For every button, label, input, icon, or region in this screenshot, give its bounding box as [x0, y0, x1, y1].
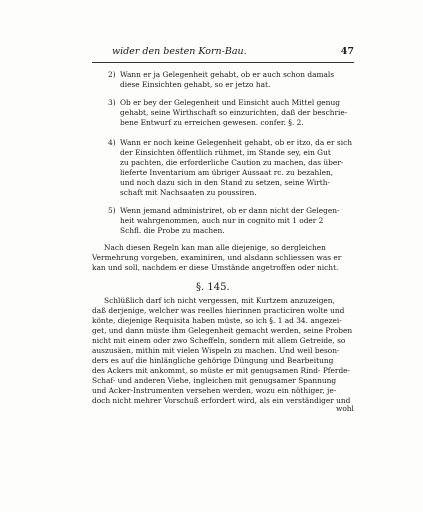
- item-line: der Einsichten öffentlich rühmet, im Stande sey, ein Gut: [120, 148, 331, 157]
- paragraph-line: Nach diesen Regeln kan man alle diejenige, so dergleichen: [104, 243, 326, 252]
- item-line: Wenn jemand administriret, ob er dann nicht der Gelegen-: [120, 206, 340, 215]
- paragraph-line: daß derjenige, welcher was reelles hierinnen practiciren wolte und: [92, 306, 345, 315]
- paragraph-line: des Ackers mit ankommt, so müste er mit genugsamen Rind- Pferde-: [92, 366, 351, 375]
- item-line: heit wahrgenommen, auch nur in cognito mit 1 oder 2: [120, 216, 324, 225]
- paragraph-line: nicht mit einem oder zwo Scheffeln, sondern mit allem Getreide, so: [92, 336, 346, 345]
- item-number: 4): [108, 138, 116, 147]
- item-line: und noch dazu sich in den Stand zu setzen, seine Wirth-: [120, 178, 331, 187]
- item-line: schaft mit Nachsaaten zu poussiren.: [120, 188, 257, 197]
- item-line: Ob er bey der Gelegenheit und Einsicht auch Mittel genug: [120, 98, 340, 107]
- item-line: lieferte Inventarium am übriger Aussaat rc. zu bezahlen,: [120, 168, 334, 177]
- page-number: 47: [340, 46, 354, 57]
- item-line: diese Einsichten gehabt, so er jetzo hat.: [120, 80, 271, 89]
- item-number: 3): [108, 98, 116, 107]
- item-number: 5): [108, 206, 116, 215]
- paragraph-line: auszusäen, mithin mit vielen Wispeln zu machen. Und weil beson-: [92, 346, 340, 355]
- paragraph-line: Schaf- und anderen Viehe, ingleichen mit genugsamer Spannung: [92, 376, 337, 385]
- item-line: zu pachten, die erforderliche Caution zu machen, das über-: [120, 158, 344, 167]
- running-title: wider den besten Korn-Bau.: [112, 46, 247, 57]
- paragraph-line: get, und dann müste ihm Gelegenheit gemacht werden, seine Proben: [92, 326, 353, 335]
- paragraph-line: doch nicht mehrer Vorschuß erfordert wird, als ein verständiger und: [92, 396, 351, 405]
- item-line: bene Entwurf zu erreichen gewesen. confer. §. 2.: [120, 118, 304, 127]
- paragraph-line: kan und soll, nachdem er diese Umstände angetroffen oder nicht.: [92, 263, 339, 272]
- section-heading: §. 145.: [196, 282, 230, 293]
- paragraph-line: könte, diejenige Requisita haben müste, so ich §. 1 ad 34. angezei-: [92, 316, 342, 325]
- paragraph-line: und Acker-Instrumenten versehen werden, wozu ein nöthiger, je-: [92, 386, 337, 395]
- item-line: gehabt, seine Wirthschaft so einzurichten, daß der beschrie-: [120, 108, 348, 117]
- page-header: [92, 46, 354, 60]
- header-rule: [92, 62, 354, 63]
- catchword: wohl: [336, 404, 354, 413]
- item-number: 2): [108, 70, 116, 79]
- item-line: Wann er ja Gelegenheit gehabt, ob er auch schon damals: [120, 70, 335, 79]
- paragraph-line: ders es auf die hinlängliche gehörige Düngung und Bearbeitung: [92, 356, 334, 365]
- paragraph-line: Vermehrung vorgeben, examiniren, und alsdann schliessen was er: [92, 253, 342, 262]
- paragraph-line: Schlüßlich darf ich nicht vergessen, mit Kurtzem anzuzeigen,: [104, 296, 335, 305]
- item-line: Wann er noch keine Gelegenheit gehabt, ob er itzo, da er sich: [120, 138, 352, 147]
- item-line: Schfl. die Probe zu machen.: [120, 226, 225, 235]
